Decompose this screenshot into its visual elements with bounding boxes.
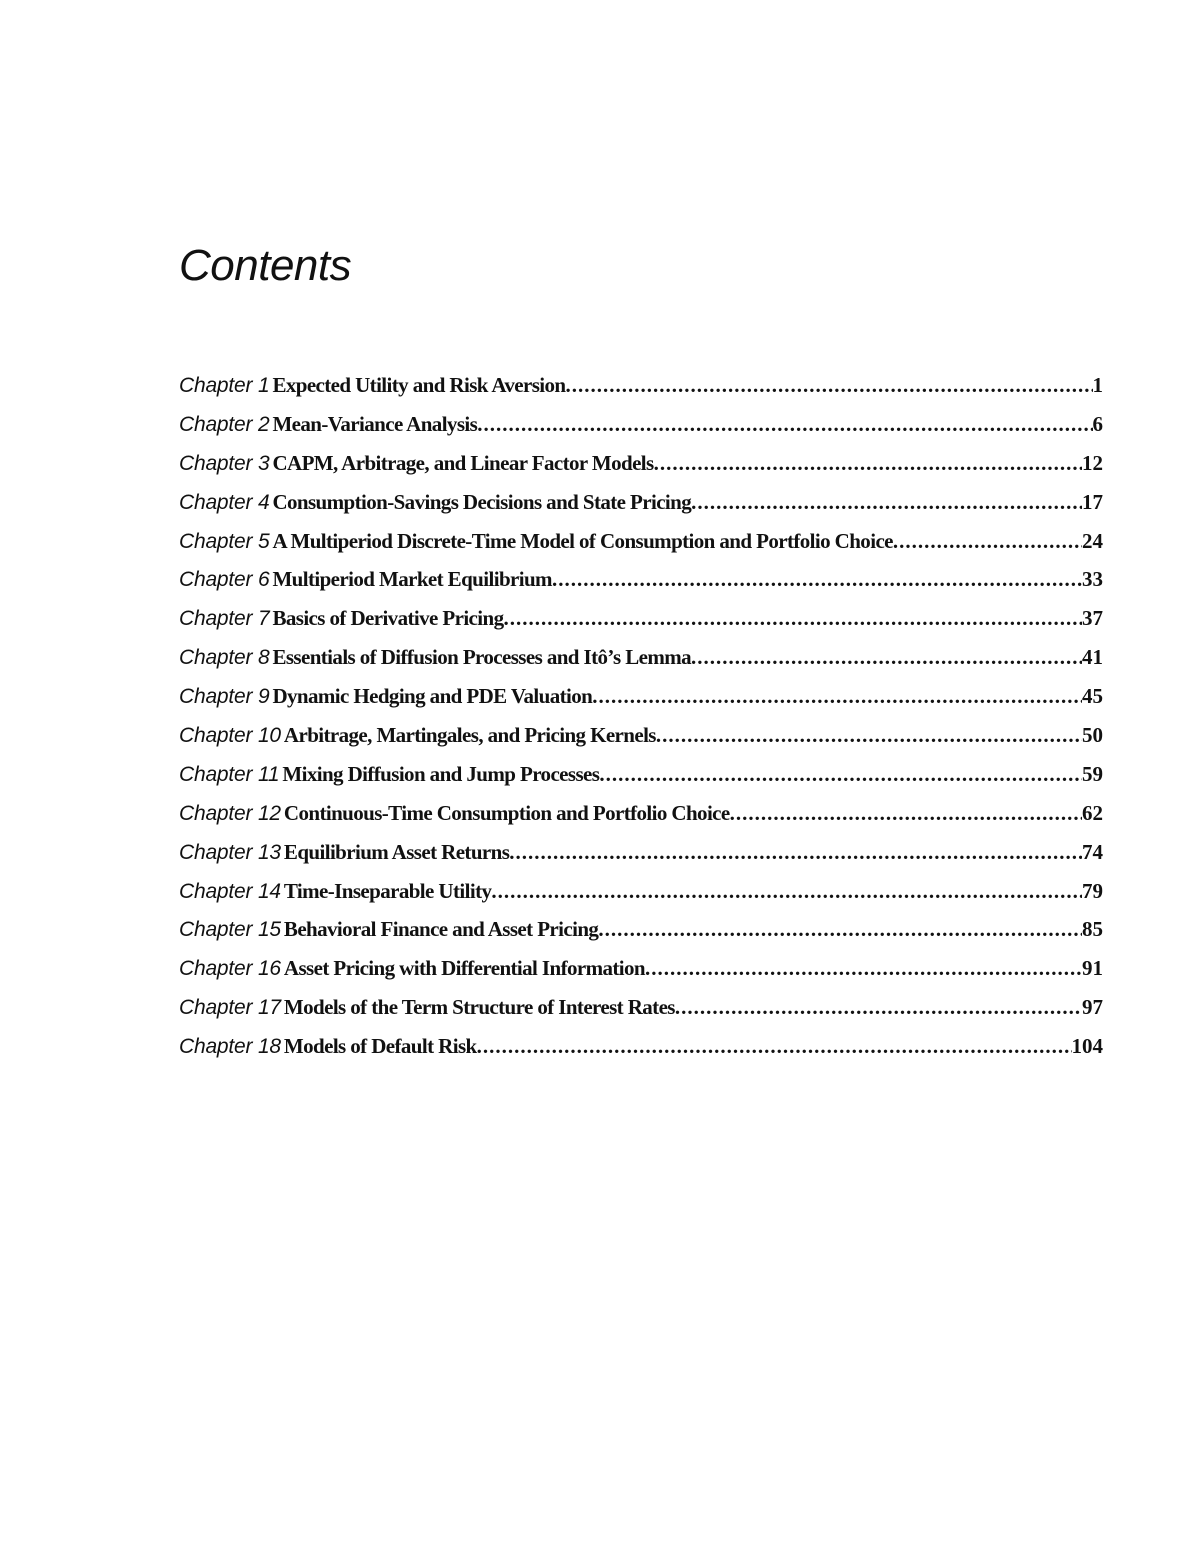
dot-leader bbox=[893, 522, 1082, 561]
toc-entry-chapter-2[interactable] bbox=[179, 405, 1103, 444]
page-number: 91 bbox=[1082, 956, 1103, 981]
dot-leader bbox=[691, 638, 1082, 677]
chapter-title: Equilibrium Asset Returns bbox=[283, 839, 510, 864]
chapter-label: Chapter 16 bbox=[179, 957, 281, 981]
dot-leader bbox=[566, 366, 1093, 405]
chapter-title: Basics of Derivative Pricing bbox=[272, 606, 504, 631]
dot-leader bbox=[599, 755, 1082, 794]
toc-entry-chapter-18[interactable] bbox=[179, 1027, 1103, 1066]
dot-leader bbox=[477, 1027, 1072, 1066]
page-number: 50 bbox=[1082, 723, 1103, 748]
page-number: 1 bbox=[1092, 373, 1103, 397]
chapter-label: Chapter 17 bbox=[179, 996, 281, 1020]
toc-entry-chapter-14[interactable] bbox=[179, 872, 1103, 911]
chapter-label: Chapter 7 bbox=[179, 607, 270, 631]
chapter-label: Chapter 14 bbox=[179, 879, 281, 903]
chapter-label: Chapter 5 bbox=[179, 529, 270, 553]
toc-entry-chapter-3[interactable] bbox=[179, 444, 1103, 483]
chapter-title: Models of the Term Structure of Interest Rates bbox=[283, 995, 675, 1020]
page-number: 41 bbox=[1082, 645, 1103, 670]
dot-leader bbox=[730, 794, 1082, 833]
chapter-title: Mean-Variance Analysis bbox=[272, 411, 478, 436]
toc-entry-chapter-1[interactable] bbox=[179, 366, 1103, 405]
toc-entry-chapter-17[interactable] bbox=[179, 988, 1103, 1027]
page-number: 59 bbox=[1082, 761, 1103, 786]
page-number: 37 bbox=[1082, 606, 1103, 631]
chapter-title: Time-Inseparable Utility bbox=[283, 878, 492, 903]
toc-entry-chapter-9[interactable] bbox=[179, 677, 1103, 716]
chapter-label: Chapter 3 bbox=[179, 451, 270, 475]
toc-entry-chapter-16[interactable] bbox=[179, 949, 1103, 988]
dot-leader bbox=[504, 599, 1083, 638]
page-title: Contents bbox=[179, 241, 352, 290]
dot-leader bbox=[552, 560, 1082, 599]
dot-leader bbox=[656, 716, 1082, 755]
chapter-title: Mixing Diffusion and Jump Processes bbox=[282, 761, 600, 786]
dot-leader bbox=[598, 910, 1082, 949]
toc-entry-chapter-15[interactable] bbox=[179, 910, 1103, 949]
chapter-title: Continuous-Time Consumption and Portfolio Choice bbox=[283, 800, 730, 825]
chapter-title: Consumption-Savings Decisions and State Pricing bbox=[272, 489, 692, 514]
page-number: 97 bbox=[1082, 995, 1103, 1020]
chapter-label: Chapter 9 bbox=[179, 685, 270, 709]
chapter-label: Chapter 6 bbox=[179, 568, 270, 592]
dot-leader bbox=[691, 483, 1082, 522]
chapter-label: Chapter 1 bbox=[179, 374, 270, 397]
dot-leader bbox=[509, 833, 1082, 872]
chapter-title: Expected Utility and Risk Aversion bbox=[272, 373, 566, 397]
dot-leader bbox=[592, 677, 1082, 716]
chapter-title: Models of Default Risk bbox=[283, 1034, 477, 1059]
toc-entry-chapter-7[interactable] bbox=[179, 599, 1103, 638]
toc-entry-chapter-4[interactable] bbox=[179, 483, 1103, 522]
chapter-label: Chapter 11 bbox=[179, 762, 280, 786]
page-number: 6 bbox=[1092, 411, 1103, 436]
chapter-title: Multiperiod Market Equilibrium bbox=[272, 567, 552, 592]
page-number: 85 bbox=[1082, 917, 1103, 942]
chapter-title: Essentials of Diffusion Processes and Itô’s Lemma bbox=[272, 645, 692, 670]
table-of-contents bbox=[179, 366, 1103, 1066]
toc-entry-chapter-6[interactable] bbox=[179, 560, 1103, 599]
page-number: 12 bbox=[1082, 450, 1103, 475]
dot-leader bbox=[675, 988, 1082, 1027]
page-number: 17 bbox=[1082, 489, 1103, 514]
chapter-label: Chapter 4 bbox=[179, 490, 270, 514]
toc-entry-chapter-13[interactable] bbox=[179, 833, 1103, 872]
chapter-label: Chapter 10 bbox=[179, 724, 281, 748]
dot-leader bbox=[477, 405, 1092, 444]
toc-entry-chapter-10[interactable] bbox=[179, 716, 1103, 755]
chapter-label: Chapter 8 bbox=[179, 646, 270, 670]
page-number: 62 bbox=[1082, 800, 1103, 825]
dot-leader bbox=[654, 444, 1082, 483]
toc-entry-chapter-11[interactable] bbox=[179, 755, 1103, 794]
chapter-title: Asset Pricing with Differential Information bbox=[283, 956, 645, 981]
dot-leader bbox=[491, 872, 1082, 911]
toc-entry-chapter-12[interactable] bbox=[179, 794, 1103, 833]
chapter-label: Chapter 2 bbox=[179, 412, 270, 436]
page-number: 45 bbox=[1082, 684, 1103, 709]
chapter-label: Chapter 12 bbox=[179, 801, 281, 825]
page-number: 104 bbox=[1071, 1034, 1103, 1059]
toc-entry-chapter-5[interactable] bbox=[179, 522, 1103, 561]
page-number: 24 bbox=[1082, 528, 1103, 553]
chapter-title: A Multiperiod Discrete-Time Model of Consumption and Portfolio Choice bbox=[272, 528, 893, 553]
page-number: 79 bbox=[1082, 878, 1103, 903]
chapter-label: Chapter 15 bbox=[179, 918, 281, 942]
dot-leader bbox=[645, 949, 1082, 988]
chapter-title: Dynamic Hedging and PDE Valuation bbox=[272, 684, 593, 709]
page-number: 33 bbox=[1082, 567, 1103, 592]
chapter-title: Arbitrage, Martingales, and Pricing Kernels bbox=[283, 723, 656, 748]
toc-entry-chapter-8[interactable] bbox=[179, 638, 1103, 677]
chapter-title: Behavioral Finance and Asset Pricing bbox=[283, 917, 599, 942]
chapter-title: CAPM, Arbitrage, and Linear Factor Models bbox=[272, 450, 654, 475]
chapter-label: Chapter 18 bbox=[179, 1035, 281, 1059]
chapter-label: Chapter 13 bbox=[179, 840, 281, 864]
page-number: 74 bbox=[1082, 839, 1103, 864]
